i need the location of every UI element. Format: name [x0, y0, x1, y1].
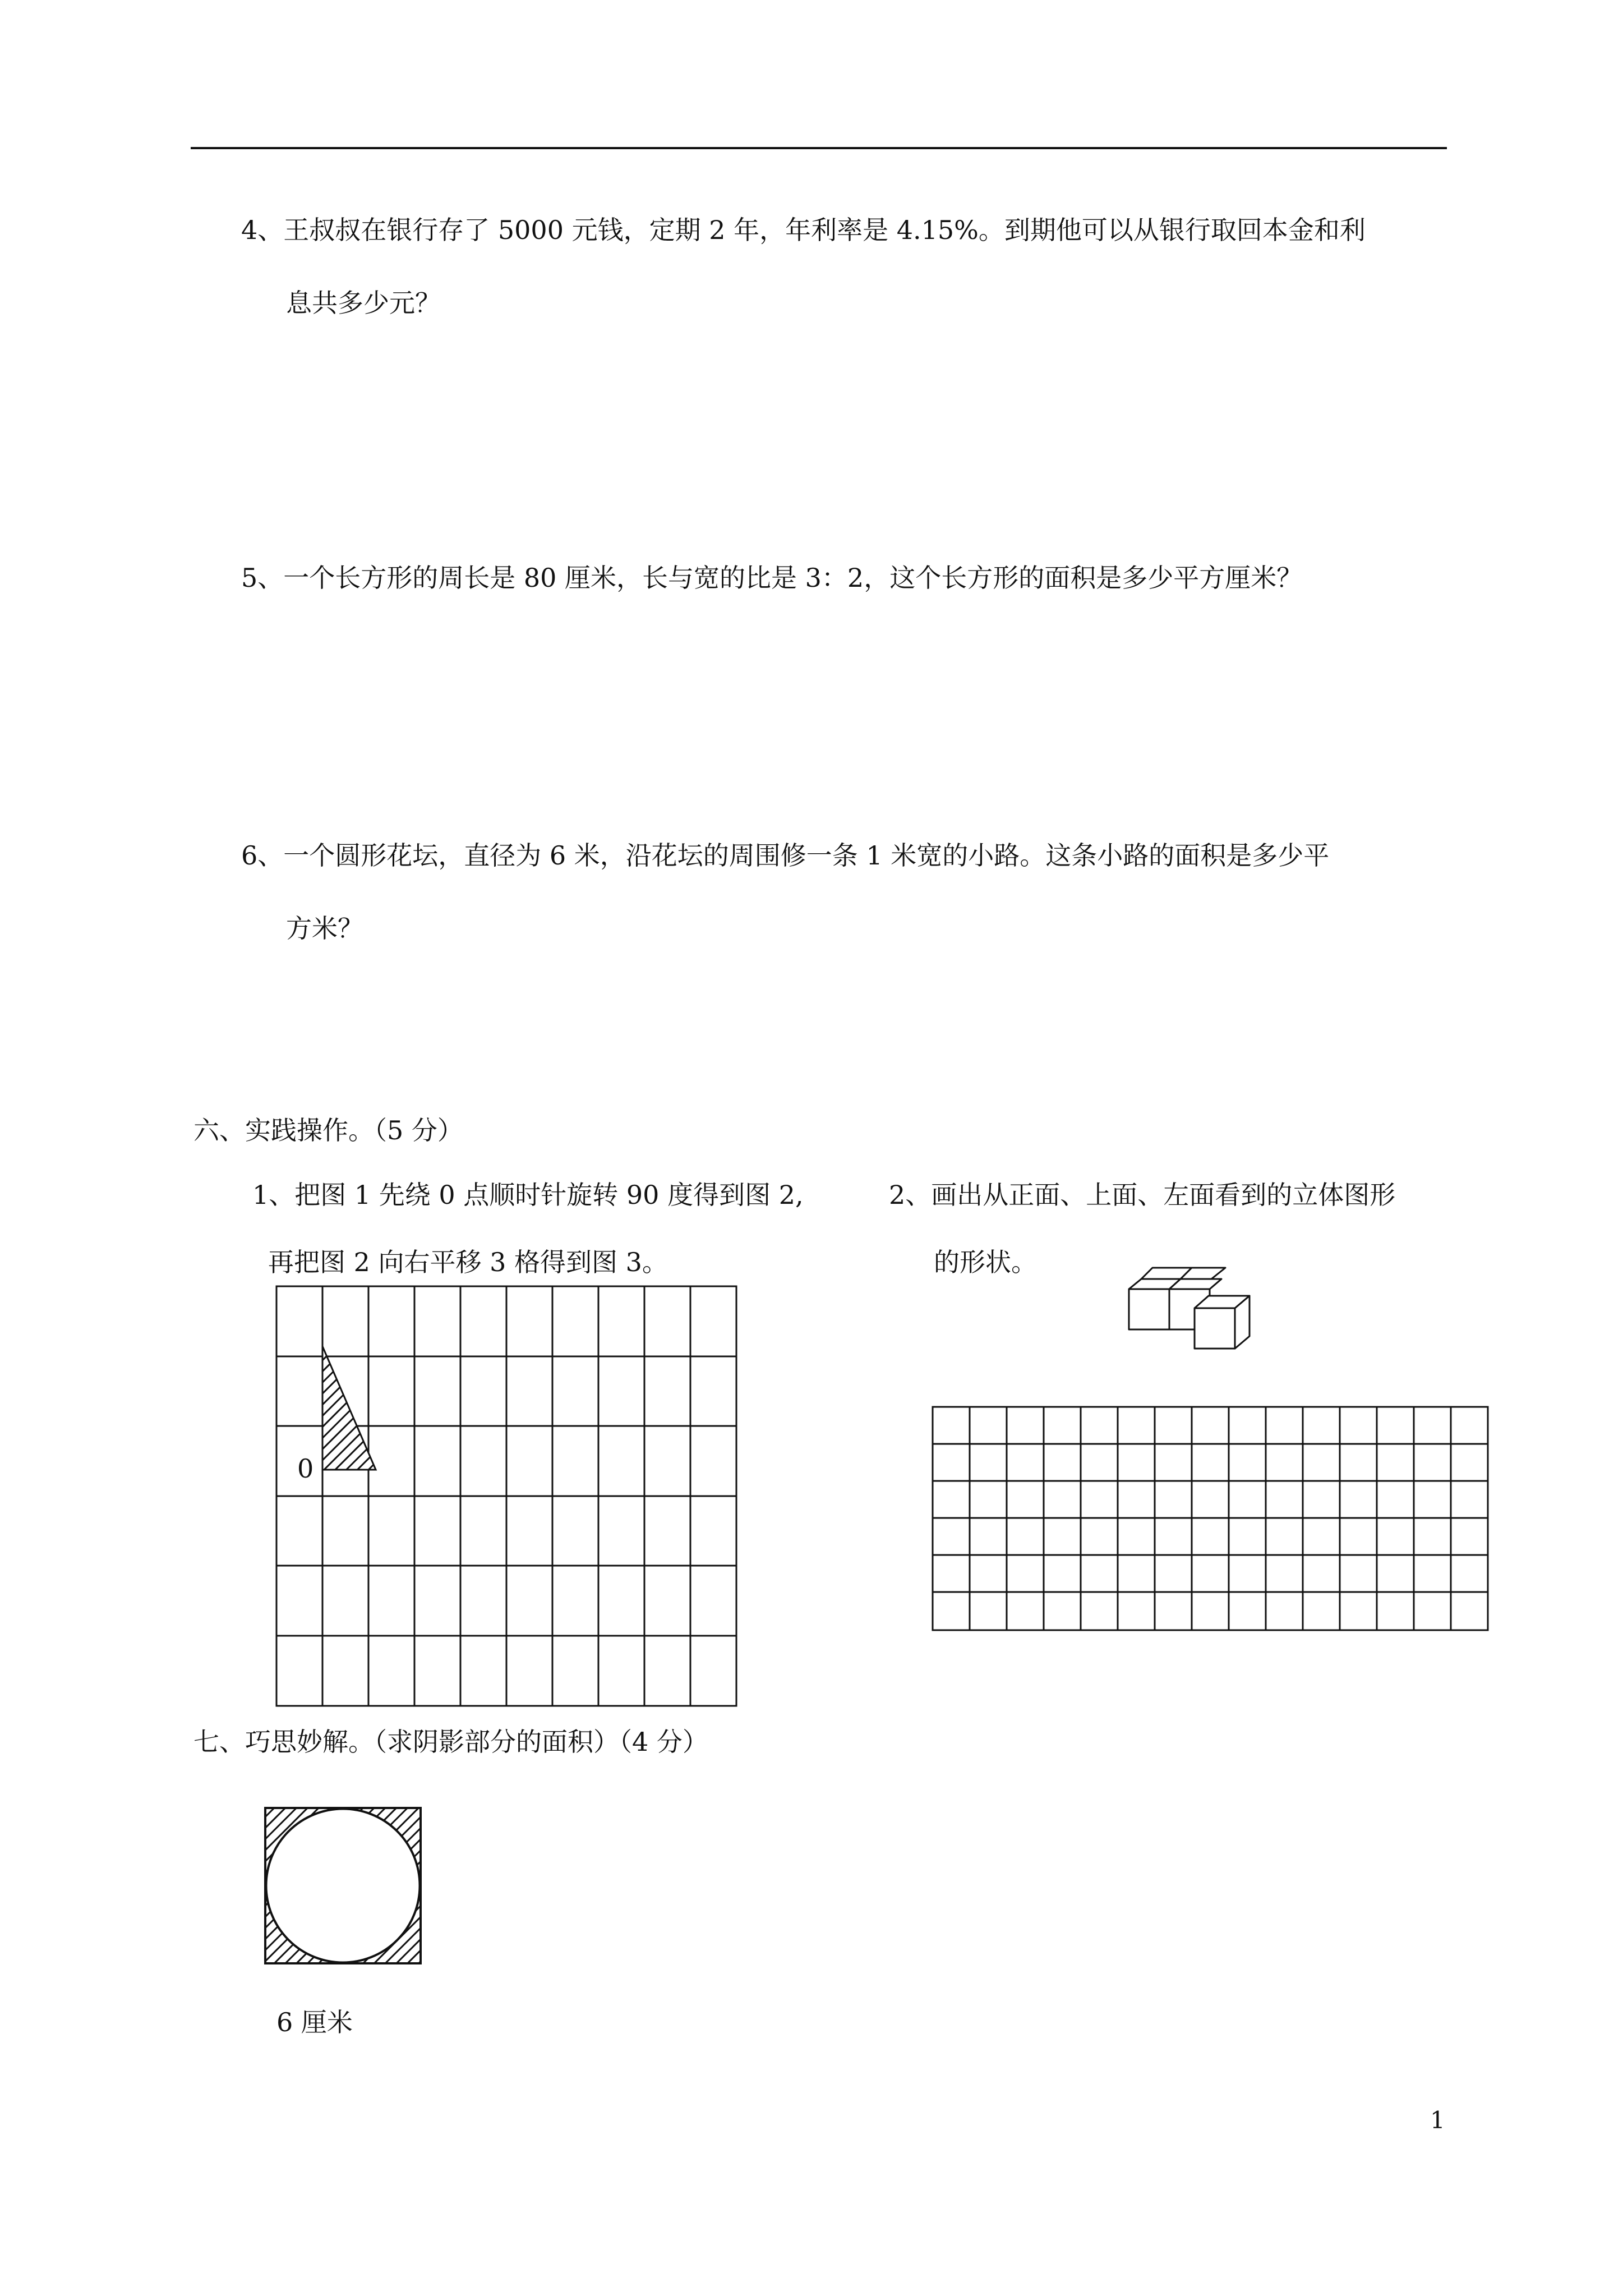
problem-4-line-2: 息共多少元？ — [286, 288, 441, 318]
page-number: 1 — [1430, 2106, 1445, 2134]
point-o-label: 0 — [297, 1453, 314, 1484]
task-1-line-1: 1、把图 1 先绕 0 点顺时针旋转 90 度得到图 2, — [252, 1180, 804, 1210]
square-with-inscribed-circle — [264, 1806, 423, 1966]
three-view-grid — [931, 1405, 1492, 1641]
section-6-title: 六、实践操作。（5 分） — [193, 1115, 463, 1145]
problem-6-line-2: 方米？ — [286, 913, 363, 944]
section-7-title: 七、巧思妙解。（求阴影部分的面积）（4 分） — [193, 1727, 708, 1757]
task-1-line-2: 再把图 2 向右平移 3 格得到图 3。 — [268, 1247, 668, 1277]
square-side-length-label: 6 厘米 — [276, 2007, 353, 2037]
task-2-line-2: 的形状。 — [934, 1247, 1037, 1277]
problem-4-line-1: 4、王叔叔在银行存了 5000 元钱，定期 2 年，年利率是 4.15%。到期他可以从银行取回本金和利 — [241, 215, 1366, 245]
problem-6-line-1: 6、一个圆形花坛，直径为 6 米，沿花坛的周围修一条 1 米宽的小路。这条小路的面积是多少平 — [241, 840, 1330, 871]
cube-solid-figure — [1127, 1257, 1279, 1358]
inscribed-circle — [266, 1809, 420, 1963]
task-2-line-1: 2、画出从正面、上面、左面看到的立体图形 — [889, 1180, 1396, 1210]
header-rule — [191, 147, 1447, 149]
rotation-grid — [275, 1285, 740, 1711]
problem-5-line-1: 5、一个长方形的周长是 80 厘米，长与宽的比是 3：2，这个长方形的面积是多少平方厘米？ — [241, 563, 1303, 593]
